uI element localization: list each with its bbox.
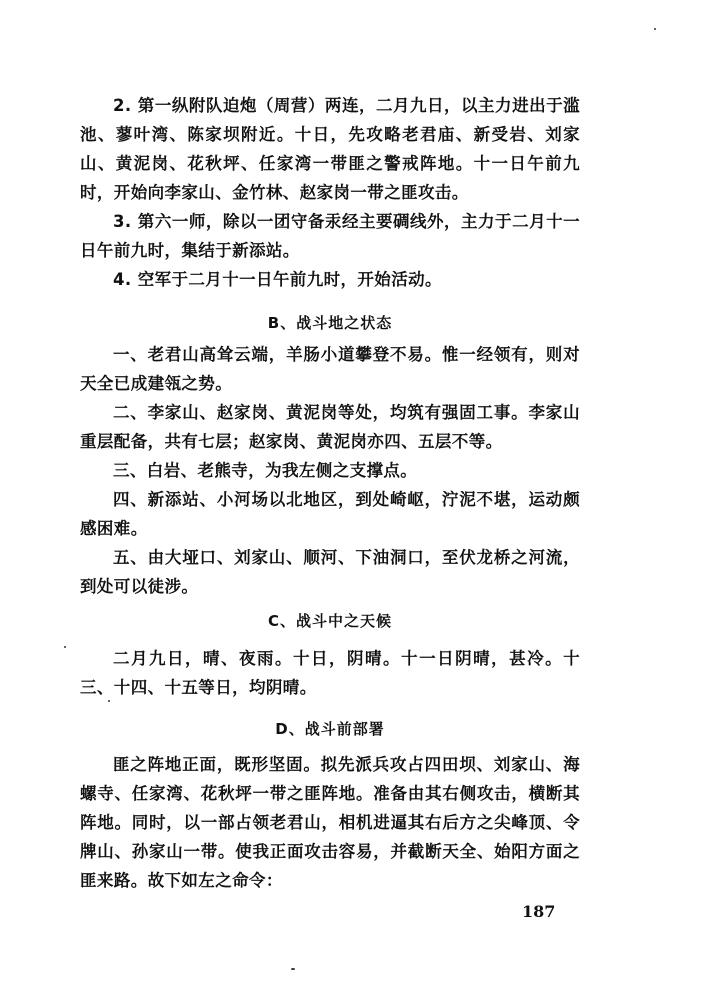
paragraph: 2. 第一纵附队迫炮（周营）两连，二月九日，以主力进出于滥池、蓼叶湾、陈家坝附近。十日，先攻略老君庙、新受岩、刘家山、黄泥岗、花秋坪、任家湾一带匪之警戒阵地。十一日午前九时，开始向李家山、金竹林、赵家岗一带之匪攻击。 [80, 96, 580, 202]
scan-speck [108, 700, 110, 702]
paragraph: 匪之阵地正面，既形坚固。拟先派兵攻占四田坝、刘家山、海螺寺、任家湾、花秋坪一带之匪阵地。准备由其右侧攻击，横断其阵地。同时，以一部占领老君山，相机进逼其右后方之尖峰顶、令牌山、孙家山一带。使我正面攻击容易，并截断天全、始阳方面之匪来路。故下如左之命令： [80, 755, 580, 890]
paragraph: 三、白岩、老熊寺，为我左侧之支撑点。 [113, 461, 418, 480]
section-heading-d: D、战斗前部署 [275, 720, 385, 738]
paragraph: 五、由大垭口、刘家山、顺河、下油洞口，至伏龙桥之河流，到处可以徒涉。 [80, 548, 580, 596]
paragraph: 二、李家山、赵家岗、黄泥岗等处，均筑有强固工事。李家山重层配备，共有七层；赵家岗、黄泥岗亦四、五层不等。 [80, 403, 580, 451]
section-a-items [80, 91, 580, 294]
paragraph: 4. 空军于二月十一日午前九时，开始活动。 [113, 270, 442, 289]
section-b-body [80, 340, 580, 601]
paragraph: 3. 第六一师，除以一团守备汞经主要碉线外，主力于二月十一日午前九时，集结于新添站。 [80, 212, 580, 260]
section-d-body [80, 750, 580, 895]
scan-speck [654, 28, 656, 30]
section-heading-c: C、战斗中之天候 [267, 612, 392, 630]
paragraph: 一、老君山高耸云端，羊肠小道攀登不易。惟一经领有，则对天全已成建瓴之势。 [80, 345, 580, 393]
section-c-body [80, 644, 580, 702]
scan-speck [64, 646, 66, 648]
paragraph: 四、新添站、小河场以北地区，到处崎岖，泞泥不堪，运动颇感困难。 [80, 490, 580, 538]
paragraph: 二月九日，晴、夜雨。十日，阴晴。十一日阴晴，甚冷。十三、十四、十五等日，均阴晴。 [80, 649, 580, 697]
page-number: 187 [522, 902, 556, 921]
section-heading-b: B、战斗地之状态 [267, 314, 393, 332]
scan-speck [291, 968, 295, 970]
